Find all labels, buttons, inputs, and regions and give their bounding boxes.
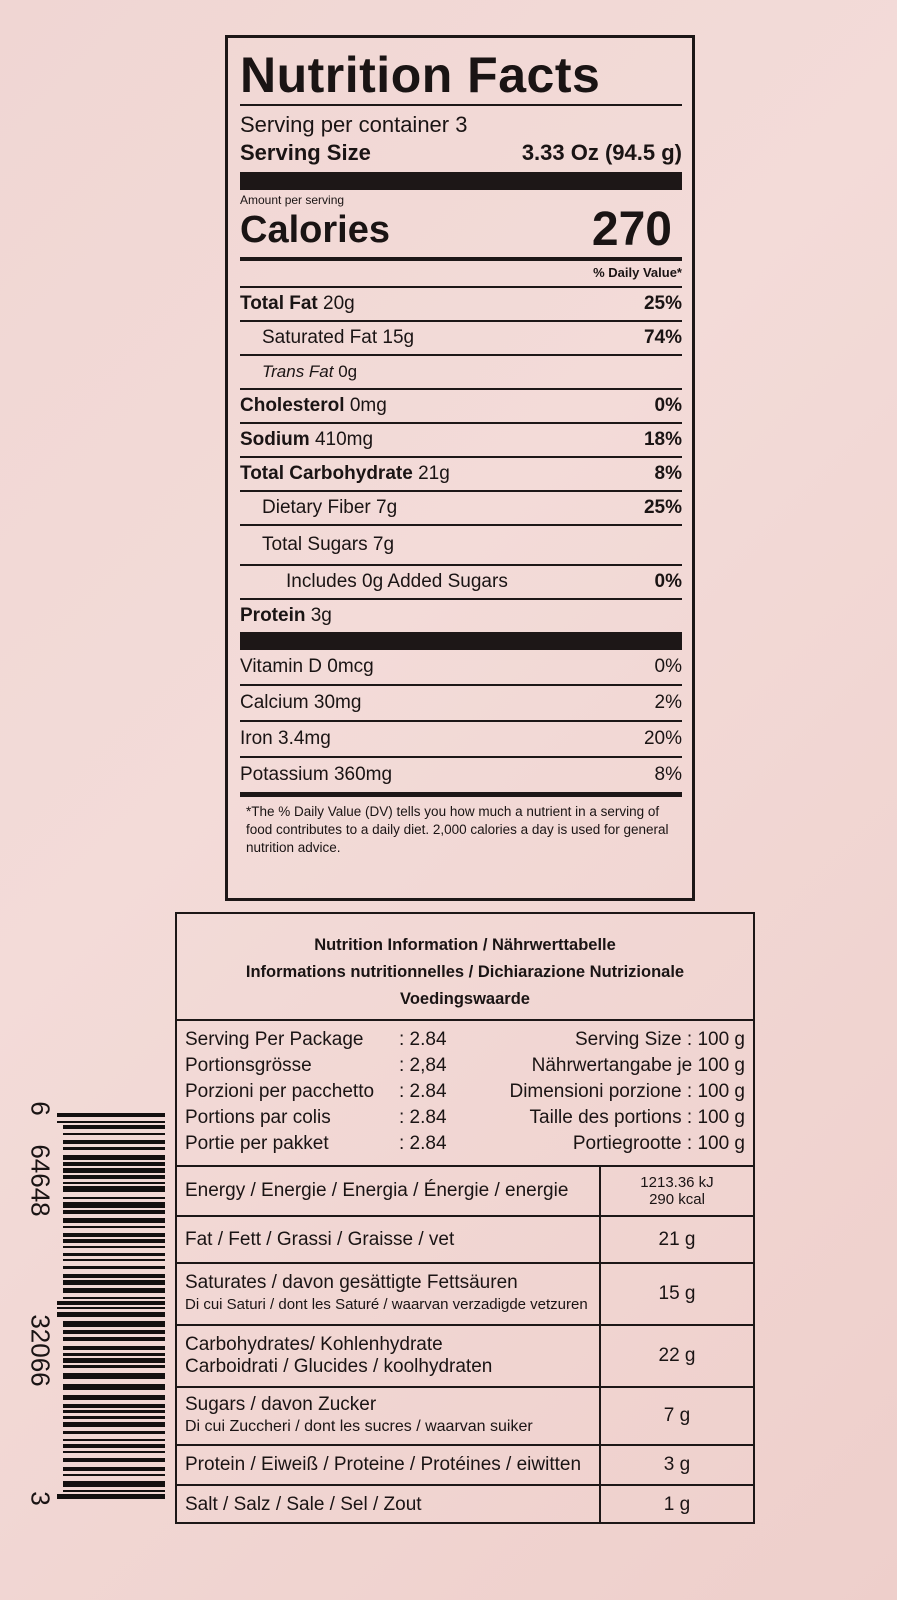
barcode-bar xyxy=(63,1155,165,1160)
vitamin-label: Vitamin D 0mcg xyxy=(240,656,374,677)
barcode-bar xyxy=(63,1168,165,1173)
barcode-bar xyxy=(57,1121,165,1123)
eu-row-label xyxy=(177,1486,601,1524)
nutrient-name: Protein xyxy=(240,605,306,626)
barcode-bar xyxy=(63,1274,165,1278)
nutrient-dv: 25% xyxy=(643,293,682,314)
barcode-bar xyxy=(63,1133,165,1135)
nutrient-row-sodium xyxy=(240,424,682,458)
barcode-bar xyxy=(63,1346,165,1350)
barcode-bar xyxy=(57,1494,165,1499)
serving-size-row xyxy=(240,138,682,168)
eu-row-saturates xyxy=(177,1264,753,1326)
nutrient-dv: 74% xyxy=(643,327,682,348)
servings-left-column xyxy=(185,1027,447,1157)
serving-value: : 2.84 xyxy=(399,1081,447,1102)
amount-per-serving: Amount per serving xyxy=(240,193,345,207)
barcode-bar xyxy=(57,1113,165,1117)
serving-size-text: Serving Size : 100 g xyxy=(574,1029,745,1050)
barcode-bar xyxy=(63,1218,165,1223)
serving-size-label: Serving Size xyxy=(240,140,371,165)
barcode-bar xyxy=(63,1233,165,1237)
vitamin-dv: 0% xyxy=(654,656,682,677)
barcode-bar xyxy=(63,1490,165,1492)
nutrient-name: Total Fat xyxy=(240,293,318,314)
barcode-bar xyxy=(63,1431,165,1434)
serving-value: : 2.84 xyxy=(399,1029,447,1050)
nutrient-name: Total Sugars xyxy=(262,534,368,555)
nutrient-dv: 0% xyxy=(654,395,682,416)
nutrient-name: Includes 0g Added Sugars xyxy=(286,571,508,592)
serving-value: : 2.84 xyxy=(399,1133,447,1154)
vitamin-row xyxy=(240,686,682,722)
nutrient-row-added-sugars xyxy=(240,566,682,600)
vitamin-dv: 8% xyxy=(654,764,682,785)
nutrient-name: Trans Fat xyxy=(262,362,334,381)
nutrient-name: Sodium xyxy=(240,429,310,450)
barcode-bar xyxy=(57,1301,165,1305)
serving-size-text: Taille des portions : 100 g xyxy=(529,1107,745,1128)
serving-key: Serving Per Package xyxy=(185,1029,364,1050)
barcode-bar xyxy=(63,1266,165,1269)
nutrient-dv: 0% xyxy=(654,571,682,592)
barcode-bar xyxy=(63,1395,165,1400)
barcode-digit: 64648 xyxy=(25,1144,56,1217)
eu-label-subtext: Carboidrati / Glucides / koolhydraten xyxy=(185,1356,493,1377)
barcode-bar xyxy=(63,1451,165,1453)
eu-label-text: Fat / Fett / Grassi / Graisse / vet xyxy=(185,1228,455,1250)
vitamin-row xyxy=(240,722,682,758)
barcode-bar xyxy=(63,1162,165,1166)
eu-row-label xyxy=(177,1167,601,1215)
barcode-bar xyxy=(63,1439,165,1441)
serving-size-text: Portiegrootte : 100 g xyxy=(572,1133,745,1154)
eu-row-value: 1 g xyxy=(663,1494,691,1515)
eu-row-label xyxy=(177,1388,601,1444)
barcode-bar xyxy=(63,1297,165,1299)
thick-divider xyxy=(240,172,682,190)
barcode-bar xyxy=(63,1365,165,1368)
eu-label-subtext: Di cui Zuccheri / dont les sucres / waarvan suiker xyxy=(185,1418,533,1435)
serving-value: : 2.84 xyxy=(399,1107,447,1128)
barcode-bar xyxy=(63,1182,165,1184)
daily-value-header: % Daily Value* xyxy=(593,265,682,280)
barcode-bar xyxy=(63,1474,165,1476)
nutrient-amount: 0mg xyxy=(349,395,387,416)
eu-row-sugars xyxy=(177,1388,753,1446)
barcode-bar xyxy=(63,1337,165,1341)
nutrient-row-dietary-fiber xyxy=(240,492,682,526)
nutrient-name: Cholesterol xyxy=(240,395,345,416)
eu-row-value xyxy=(601,1167,753,1215)
nutrient-dv: 25% xyxy=(643,497,682,518)
barcode-bar xyxy=(63,1422,165,1427)
eu-row-value: 3 g xyxy=(663,1454,691,1475)
serving-size-text: Dimensioni porzione : 100 g xyxy=(509,1081,745,1102)
eu-heading xyxy=(177,914,753,1021)
barcode xyxy=(25,1085,165,1515)
nutrition-facts-title: Nutrition Facts xyxy=(240,47,601,103)
nutrient-amount: 410mg xyxy=(314,429,374,450)
serving-value: : 2,84 xyxy=(399,1055,447,1076)
nutrient-row-cholesterol xyxy=(240,390,682,424)
nutrient-amount: 7g xyxy=(376,497,398,518)
barcode-bar xyxy=(63,1259,165,1261)
vitamin-row xyxy=(240,758,682,797)
barcode-bar xyxy=(63,1140,165,1144)
vitamin-dv: 2% xyxy=(654,692,682,713)
serving-key: Portions par colis xyxy=(185,1107,331,1128)
barcode-bar xyxy=(63,1246,165,1248)
barcode-bar xyxy=(63,1147,165,1150)
eu-heading-line: Voedingswaarde xyxy=(400,990,530,1008)
nutrient-row-trans-fat xyxy=(240,356,682,390)
calories-row xyxy=(240,203,682,256)
nutrient-row-total-fat xyxy=(240,288,682,322)
eu-label-text: Protein / Eiweiß / Proteine / Protéines / eiwitten xyxy=(185,1454,582,1475)
serving-key: Portionsgrösse xyxy=(185,1055,312,1076)
barcode-bar xyxy=(63,1125,165,1129)
eu-row-label xyxy=(177,1446,601,1484)
eu-row-label xyxy=(177,1264,601,1324)
eu-row-value: 15 g xyxy=(658,1283,696,1304)
nutrient-amount: 21g xyxy=(418,463,450,484)
barcode-bar xyxy=(63,1358,165,1363)
barcode-bar xyxy=(63,1226,165,1228)
vitamin-dv: 20% xyxy=(643,728,682,749)
eu-row-fat xyxy=(177,1217,753,1264)
barcode-bar xyxy=(63,1410,165,1413)
eu-row-value: 22 g xyxy=(658,1345,696,1366)
eu-servings-block xyxy=(177,1021,753,1167)
eu-label-text: Carbohydrates/ Kohlenhydrate xyxy=(185,1334,443,1355)
barcode-bar xyxy=(57,1312,165,1317)
eu-nutrition-table xyxy=(175,912,755,1524)
vitamin-label: Calcium 30mg xyxy=(240,692,362,713)
serving-key: Porzioni per pacchetto xyxy=(185,1081,375,1102)
eu-label-subtext: Di cui Saturi / dont les Saturé / waarvan verzadigde vetzuren xyxy=(185,1296,588,1313)
nutrient-row-total-sugars xyxy=(240,526,682,566)
nutrient-amount: 0g xyxy=(338,362,358,381)
eu-row-salt xyxy=(177,1486,753,1524)
barcode-bar xyxy=(63,1288,165,1293)
barcode-bar xyxy=(63,1253,165,1256)
barcode-bar xyxy=(63,1353,165,1356)
nutrient-amount: 15g xyxy=(382,327,415,348)
eu-row-carbohydrates xyxy=(177,1326,753,1388)
barcode-bar xyxy=(63,1239,165,1243)
barcode-bar xyxy=(63,1404,165,1408)
eu-row-label xyxy=(177,1326,601,1386)
nutrient-row-protein xyxy=(240,600,682,632)
nutrient-name: Saturated Fat xyxy=(262,327,378,348)
thick-divider xyxy=(240,632,682,650)
serving-size-value: 3.33 Oz (94.5 g) xyxy=(521,140,682,165)
eu-label-text: Sugars / davon Zucker xyxy=(185,1394,377,1415)
barcode-bar xyxy=(63,1467,165,1471)
barcode-bar xyxy=(63,1175,165,1179)
eu-row-value: 21 g xyxy=(658,1228,696,1250)
barcode-bar xyxy=(63,1321,165,1327)
vitamin-label: Potassium 360mg xyxy=(240,764,393,785)
servings-right-column xyxy=(509,1027,745,1157)
calories-value: 270 xyxy=(591,203,672,256)
barcode-bar xyxy=(63,1330,165,1334)
barcode-digit: 32066 xyxy=(25,1314,56,1387)
barcode-bar xyxy=(63,1186,165,1192)
vitamin-row xyxy=(240,650,682,686)
serving-size-text: Nährwertangabe je 100 g xyxy=(531,1055,745,1076)
nutrient-row-total-carbohydrate xyxy=(240,458,682,492)
barcode-bar xyxy=(63,1373,165,1379)
divider xyxy=(240,104,682,106)
nutrient-amount: 7g xyxy=(372,534,395,555)
eu-row-value: 7 g xyxy=(663,1405,691,1426)
serving-key: Portie per pakket xyxy=(185,1133,329,1154)
servings-per-container: Serving per container 3 xyxy=(240,112,468,137)
barcode-bar xyxy=(63,1481,165,1487)
eu-heading-line: Nutrition Information / Nährwerttabelle xyxy=(314,936,616,954)
calories-label: Calories xyxy=(240,209,390,251)
nutrient-name: Total Carbohydrate xyxy=(240,463,413,484)
nutrient-row-saturated-fat xyxy=(240,322,682,356)
energy-kcal: 290 kcal xyxy=(649,1191,705,1208)
energy-kj: 1213.36 kJ xyxy=(640,1174,714,1191)
barcode-digit: 3 xyxy=(25,1491,56,1506)
barcode-bar xyxy=(63,1210,165,1214)
barcode-bar xyxy=(63,1384,165,1390)
barcode-bar xyxy=(63,1202,165,1208)
nutrition-facts-panel xyxy=(225,35,695,901)
nutrient-dv: 18% xyxy=(643,429,682,450)
barcode-bar xyxy=(63,1416,165,1419)
barcode-bar xyxy=(63,1280,165,1285)
barcode-bar xyxy=(57,1307,165,1309)
barcode-bar xyxy=(63,1458,165,1462)
eu-label-text: Saturates / davon gesättigte Fettsäuren xyxy=(185,1272,518,1293)
eu-row-energy xyxy=(177,1167,753,1217)
daily-value-footnote: *The % Daily Value (DV) tells you how much a nutrient in a serving of food contributes to a daily diet. 2,000 calories a day is used for general nutrition advice. xyxy=(246,804,669,855)
barcode-bar xyxy=(63,1444,165,1448)
barcode-bar xyxy=(63,1197,165,1199)
nutrient-name: Dietary Fiber xyxy=(262,497,371,518)
eu-row-label xyxy=(177,1217,601,1262)
vitamin-label: Iron 3.4mg xyxy=(240,728,331,749)
barcode-digit: 6 xyxy=(25,1101,56,1116)
nutrient-amount: 20g xyxy=(323,293,355,314)
eu-heading-line: Informations nutritionnelles / Dichiarazione Nutrizionale xyxy=(245,963,685,981)
eu-label-text: Energy / Energie / Energia / Énergie / energie xyxy=(185,1180,569,1201)
eu-row-protein xyxy=(177,1446,753,1486)
eu-label-text: Salt / Salz / Sale / Sel / Zout xyxy=(185,1494,422,1515)
nutrient-dv: 8% xyxy=(654,463,682,484)
nutrient-amount: 3g xyxy=(310,605,332,626)
